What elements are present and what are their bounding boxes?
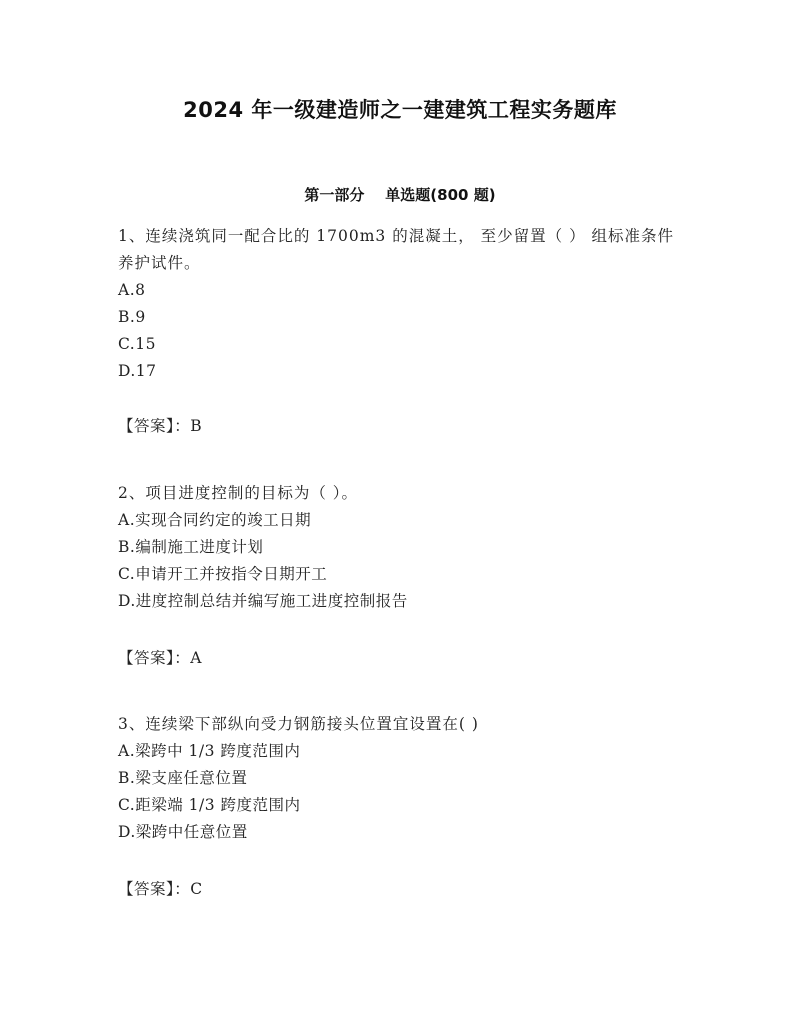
option-b: B.编制施工进度计划 [118, 538, 264, 556]
question-3 [118, 711, 688, 846]
answer-value: C [190, 880, 203, 898]
question-stem: 3、连续梁下部纵向受力钢筋接头位置宜设置在( ) [118, 715, 479, 733]
question-stem: 1、连续浇筑同一配合比的 1700m3 的混凝土， 至少留置（ ） 组标准条件养护试件。 [118, 227, 675, 272]
option-d: D.17 [118, 362, 157, 380]
question-1 [118, 223, 688, 385]
answer-value: B [190, 417, 203, 435]
answer-2 [118, 645, 202, 672]
option-c: C.申请开工并按指令日期开工 [118, 565, 328, 583]
question-stem: 2、项目进度控制的目标为（ ）。 [118, 484, 359, 502]
answer-value: A [190, 649, 202, 667]
option-c: C.15 [118, 335, 156, 353]
option-d: D.梁跨中任意位置 [118, 823, 248, 841]
question-2 [118, 480, 688, 615]
option-a: A.8 [118, 281, 146, 299]
option-d: D.进度控制总结并编写施工进度控制报告 [118, 592, 408, 610]
answer-1 [118, 413, 202, 440]
option-a: A.梁跨中 1/3 跨度范围内 [118, 742, 301, 760]
answer-label: 【答案】： [118, 417, 191, 435]
section-title: 第一部分 单选题(800 题) [304, 186, 496, 204]
answer-3 [118, 876, 203, 903]
document-title: 2024 年一级建造师之一建建筑工程实务题库 [183, 98, 617, 122]
option-a: A.实现合同约定的竣工日期 [118, 511, 312, 529]
answer-label: 【答案】： [118, 880, 191, 898]
answer-label: 【答案】： [118, 649, 191, 667]
option-b: B.9 [118, 308, 146, 326]
option-b: B.梁支座任意位置 [118, 769, 248, 787]
option-c: C.距梁端 1/3 跨度范围内 [118, 796, 301, 814]
